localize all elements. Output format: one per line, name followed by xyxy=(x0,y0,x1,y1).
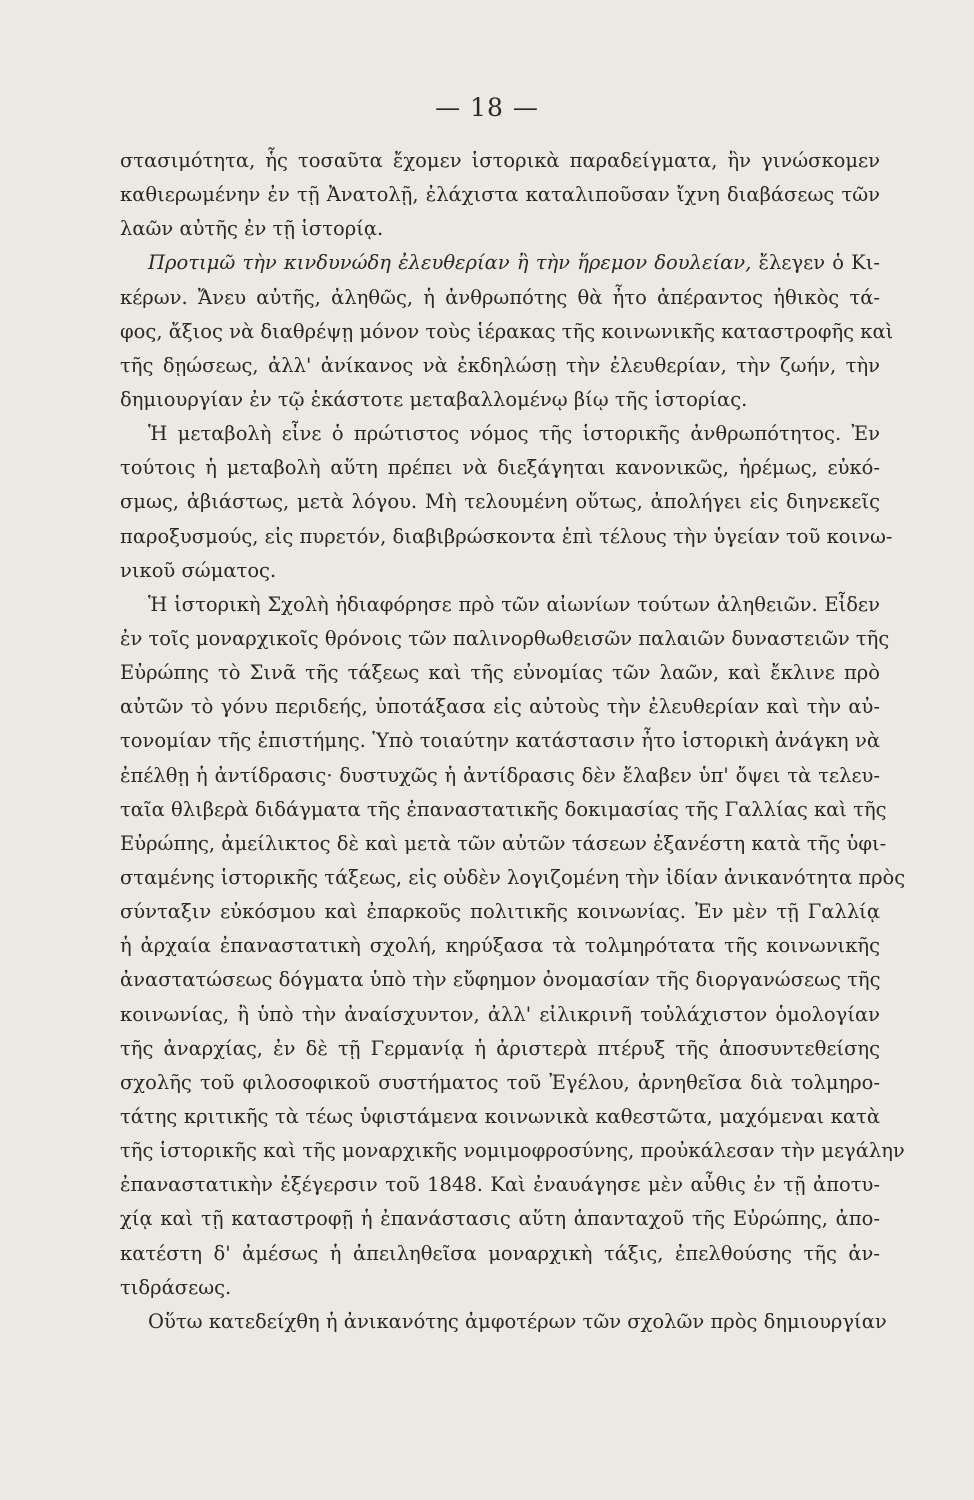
text-line: σχολῆς τοῦ φιλοσοφικοῦ συστήματος τοῦ Ἐγέλου, ἀρνηθεῖσα διὰ τολμηρο- xyxy=(120,1070,880,1094)
text-line: Οὕτω κατεδείχθη ἡ ἀνικανότης ἀμφοτέρων τῶν σχολῶν πρὸς δημιουργίαν xyxy=(148,1309,887,1333)
text-line: Ἡ ἱστορικὴ Σχολὴ ἠδιαφόρησε πρὸ τῶν αἰωνίων τούτων ἀληθειῶν. Εἶδεν xyxy=(148,592,880,616)
text-line: ἐν τοῖς μοναρχικοῖς θρόνοις τῶν παλινορθωθεισῶν παλαιῶν δυναστειῶν τῆς xyxy=(120,626,890,650)
text-line: Προτιμῶ τὴν κινδυνώδη ἐλευθερίαν ἢ τὴν ἥρεμον δουλείαν, ἔλεγεν ὁ Κι- xyxy=(148,251,880,275)
text-line: Ἡ μεταβολὴ εἶνε ὁ πρώτιστος νόμος τῆς ἱστορικῆς ἀνθρωπότητος. Ἐν xyxy=(148,422,880,446)
text-line: τάτης κριτικῆς τὰ τέως ὑφιστάμενα κοινωνικὰ καθεστῶτα, μαχόμεναι κατὰ xyxy=(120,1104,880,1128)
text-line: δημιουργίαν ἐν τῷ ἑκάστοτε μεταβαλλομένῳ βίῳ τῆς ἱστορίας. xyxy=(120,387,748,411)
text-line: ἀναστατώσεως δόγματα ὑπὸ τὴν εὔφημον ὀνομασίαν τῆς διοργανώσεως τῆς xyxy=(120,968,881,992)
text-line: κατέστη δ' ἀμέσως ἡ ἀπειληθεῖσα μοναρχικὴ τάξις, ἐπελθούσης τῆς ἀν- xyxy=(120,1241,880,1265)
text-line: αὐτῶν τὸ γόνυ περιδεής, ὑποτάξασα εἰς αὐτοὺς τὴν ἐλευθερίαν καὶ τὴν αὐ- xyxy=(120,695,880,719)
text-line: τῆς ἱστορικῆς καὶ τῆς μοναρχικῆς νομιμοφροσύνης, προὐκάλεσαν τὴν μεγάλην xyxy=(120,1139,905,1163)
text-line: κέρων. Ἄνευ αὐτῆς, ἀληθῶς, ἡ ἀνθρωπότης θὰ ἦτο ἀπέραντος ἠθικὸς τά- xyxy=(120,285,880,309)
text-line: ἡ ἀρχαία ἐπαναστατικὴ σχολή, κηρύξασα τὰ τολμηρότατα τῆς κοινωνικῆς xyxy=(120,934,880,958)
text-line: στασιμότητα, ἧς τοσαῦτα ἔχομεν ἱστορικὰ παραδείγματα, ἣν γινώσκομεν xyxy=(120,149,880,172)
text-line: ἐπαναστατικὴν ἐξέγερσιν τοῦ 1848. Καὶ ἐναυάγησε μὲν αὖθις ἐν τῇ ἀποτυ- xyxy=(120,1173,880,1197)
text-line: σμως, ἀβιάστως, μετὰ λόγου. Μὴ τελουμένη οὕτως, ἀπολήγει εἰς διηνεκεῖς xyxy=(120,490,880,514)
text-line: καθιερωμένην ἐν τῇ Ἀνατολῇ, ἐλάχιστα καταλιποῦσαν ἴχνη διαβάσεως τῶν xyxy=(120,183,880,207)
italic-quote: Προτιμῶ τὴν κινδυνώδη ἐλευθερίαν ἢ τὴν ἥρεμον δουλείαν, xyxy=(148,251,752,275)
text-line: Εὐρώπης τὸ Σινᾶ τῆς τάξεως καὶ τῆς εὐνομίας τῶν λαῶν, καὶ ἔκλινε πρὸ xyxy=(120,661,880,685)
text-line: ταῖα θλιβερὰ διδάγματα τῆς ἐπαναστατικῆς δοκιμασίας τῆς Γαλλίας καὶ τῆς xyxy=(120,797,887,821)
text-line: χίᾳ καὶ τῇ καταστροφῇ ἡ ἐπανάστασις αὕτη ἁπανταχοῦ τῆς Εὐρώπης, ἀπο- xyxy=(120,1207,880,1231)
text-line: τονομίαν τῆς ἐπιστήμης. Ὑπὸ τοιαύτην κατάστασιν ἦτο ἱστορικὴ ἀνάγκη νὰ xyxy=(120,729,880,753)
page-number: — 18 — xyxy=(435,93,539,122)
text-line: λαῶν αὐτῆς ἐν τῇ ἱστορίᾳ. xyxy=(120,217,384,241)
text-line: σταμένης ἱστορικῆς τάξεως, εἰς οὐδὲν λογιζομένη τὴν ἰδίαν ἀνικανότητα πρὸς xyxy=(120,865,906,889)
text-line: νικοῦ σώματος. xyxy=(120,558,277,582)
text-line: τούτοις ἡ μεταβολὴ αὕτη πρέπει νὰ διεξάγηται κανονικῶς, ἠρέμως, εὐκό- xyxy=(120,456,880,480)
text-line: παροξυσμούς, εἰς πυρετόν, διαβιβρώσκοντα ἐπὶ τέλους τὴν ὑγείαν τοῦ κοινω- xyxy=(120,524,893,548)
text-line: ἐπέλθῃ ἡ ἀντίδρασις· δυστυχῶς ἡ ἀντίδρασις δὲν ἔλαβεν ὑπ' ὄψει τὰ τελευ- xyxy=(120,763,880,787)
text-line: κοινωνίας, ἢ ὑπὸ τὴν ἀναίσχυντον, ἀλλ' εἰλικρινῆ τοὐλάχιστον ὁμολογίαν xyxy=(120,1002,880,1026)
text-line: τῆς δῃώσεως, ἀλλ' ἀνίκανος νὰ ἐκδηλώσῃ τὴν ἐλευθερίαν, τὴν ζωήν, τὴν xyxy=(120,353,880,377)
text-line: σύνταξιν εὐκόσμου καὶ ἐπαρκοῦς πολιτικῆς κοινωνίας. Ἐν μὲν τῇ Γαλλίᾳ xyxy=(120,900,880,924)
text-line: Εὐρώπης, ἀμείλικτος δὲ καὶ μετὰ τῶν αὐτῶν τάσεων ἐξανέστη κατὰ τῆς ὑφι- xyxy=(120,831,887,855)
body-text xyxy=(120,144,906,1339)
text-line: τῆς ἀναρχίας, ἐν δὲ τῇ Γερμανίᾳ ἡ ἀριστερὰ πτέρυξ τῆς ἀποσυντεθείσης xyxy=(120,1036,880,1060)
text-line: τιδράσεως. xyxy=(120,1275,232,1299)
text-line: φος, ἄξιος νὰ διαθρέψῃ μόνον τοὺς ἱέρακας τῆς κοινωνικῆς καταστροφῆς καὶ xyxy=(120,319,894,343)
